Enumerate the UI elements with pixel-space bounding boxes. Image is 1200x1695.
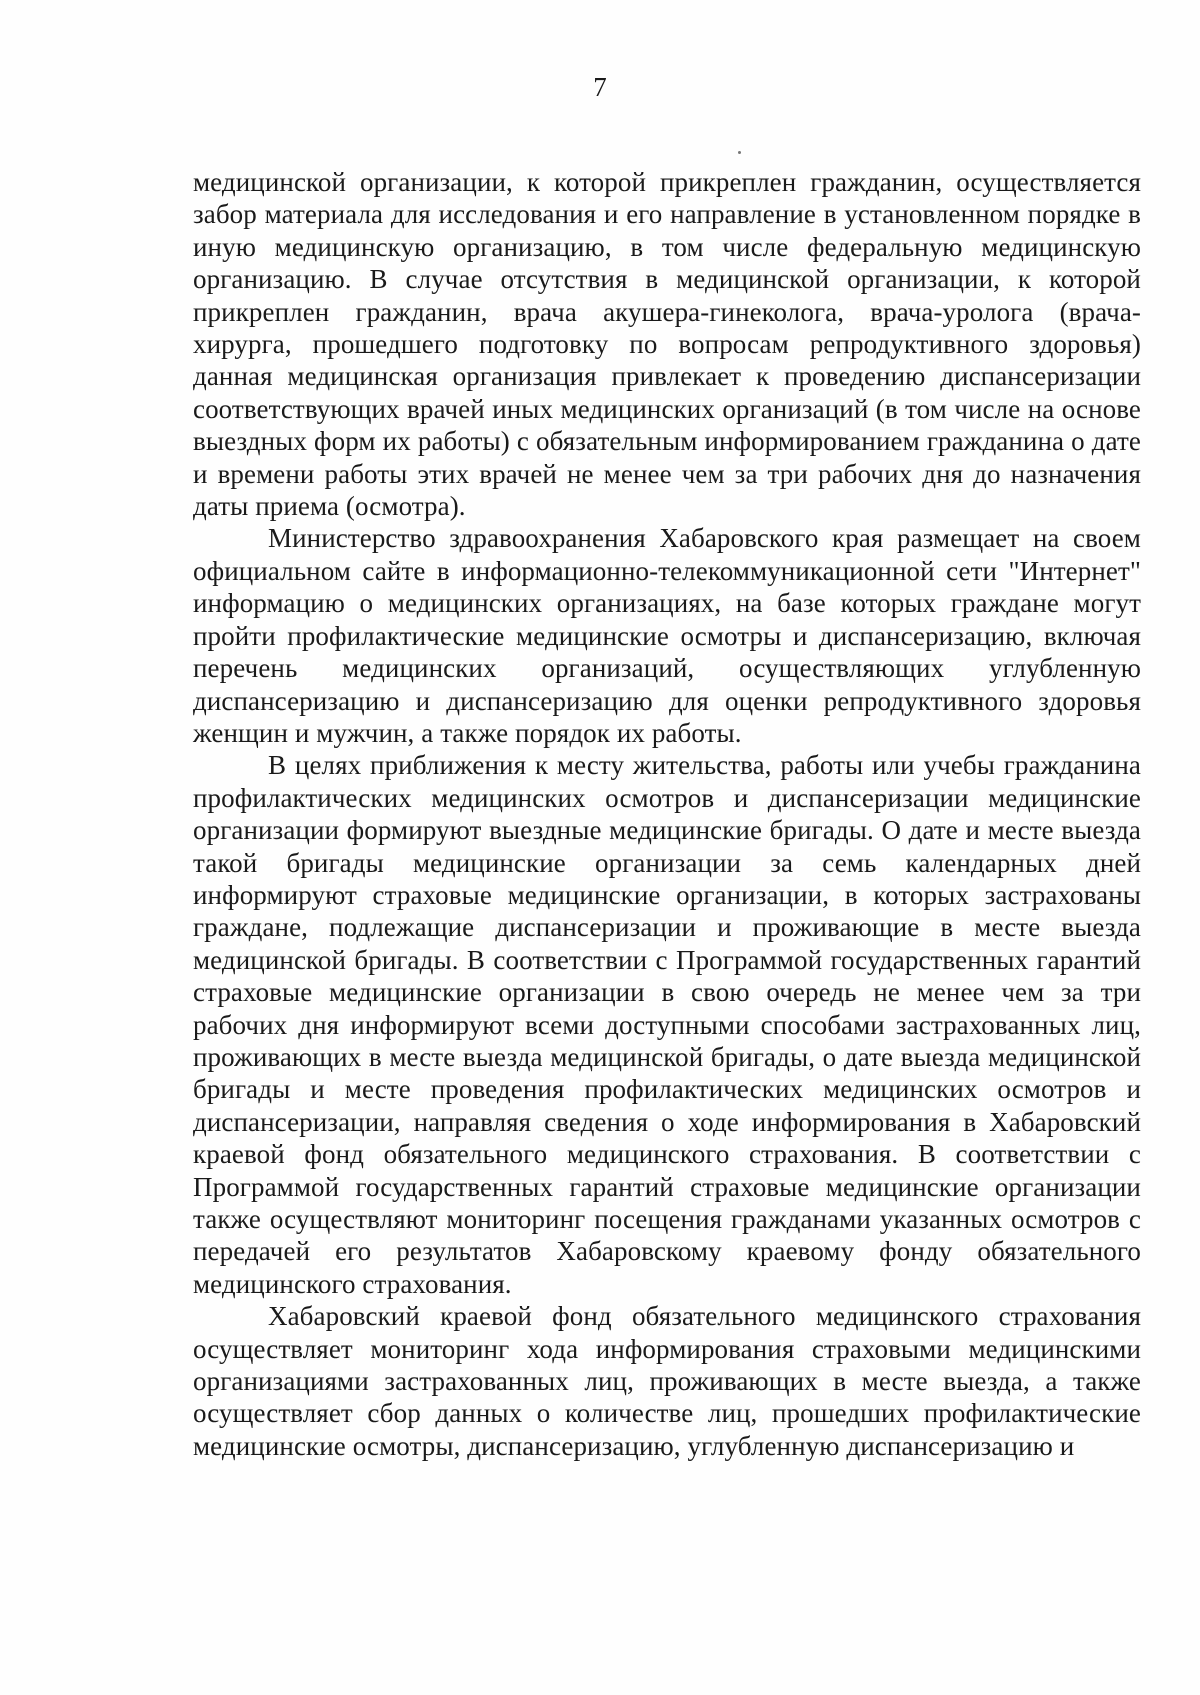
paragraph-mobile-brigades: В целях приближения к месту жительства, работы или учебы гражданина профилактических медицинских осмотров и диспансеризации медицинские организации формируют выездные медицинские бригады. О дате и месте выезда такой бригады медицинские организации за семь календарных дней информируют страховые медицинские организации, в которых застрахованы граждане, подлежащие диспансеризации и проживающие в месте выезда медицинской бригады. В соответствии с Программой государственных гарантий страховые медицинские организации в свою очередь не менее чем за три рабочих дня информируют всеми доступными способами застрахованных лиц, проживающих в месте выезда медицинской бригады, о дате выезда медицинской бригады и месте проведения профилактических медицинских осмотров и диспансеризации, направляя сведения о ходе информирования в Хабаровский краевой фонд обязательного медицинского страхования. В соответствии с Программой государственных гарантий страховые медицинские организации также осуществляют мониторинг посещения гражданами указанных осмотров с передачей его результатов Хабаровскому краевому фонду обязательного медицинского страхования. <box>193 750 1141 1299</box>
paragraph-ministry-website: Министерство здравоохранения Хабаровского края размещает на своем официальном сайте в информационно-телекоммуникационной сети "Интернет" информацию о медицинских организациях, на базе которых граждане могут пройти профилактические медицинские осмотры и диспансеризацию, включая перечень медицинских организаций, осуществляющих углубленную диспансеризацию и диспансеризацию для оценки репродуктивного здоровья женщин и мужчин, а также порядок их работы. <box>193 523 1141 748</box>
document-body <box>193 166 1141 1462</box>
page-number: 7 <box>593 72 607 102</box>
scan-speck <box>738 151 741 154</box>
paragraph-insurance-fund: Хабаровский краевой фонд обязательного медицинского страхования осуществляет мониторинг хода информирования страховыми медицинскими организациями застрахованных лиц, проживающих в месте выезда, а также осуществляет сбор данных о количестве лиц, прошедших профилактические медицинские осмотры, диспансеризацию, углубленную диспансеризацию и <box>193 1301 1141 1461</box>
paragraph-continuation: медицинской организации, к которой прикреплен гражданин, осуществляется забор материала для исследования и его направление в установленном порядке в иную медицинскую организацию, в том числе федеральную медицинскую организацию. В случае отсутствия в медицинской организации, к которой прикреплен гражданин, врача акушера-гинеколога, врача-уролога (врача-хирурга, прошедшего подготовку по вопросам репродуктивного здоровья) данная медицинская организация привлекает к проведению диспансеризации соответствующих врачей иных медицинских организаций (в том числе на основе выездных форм их работы) с обязательным информированием гражданина о дате и времени работы этих врачей не менее чем за три рабочих дня до назначения даты приема (осмотра). <box>193 167 1141 522</box>
